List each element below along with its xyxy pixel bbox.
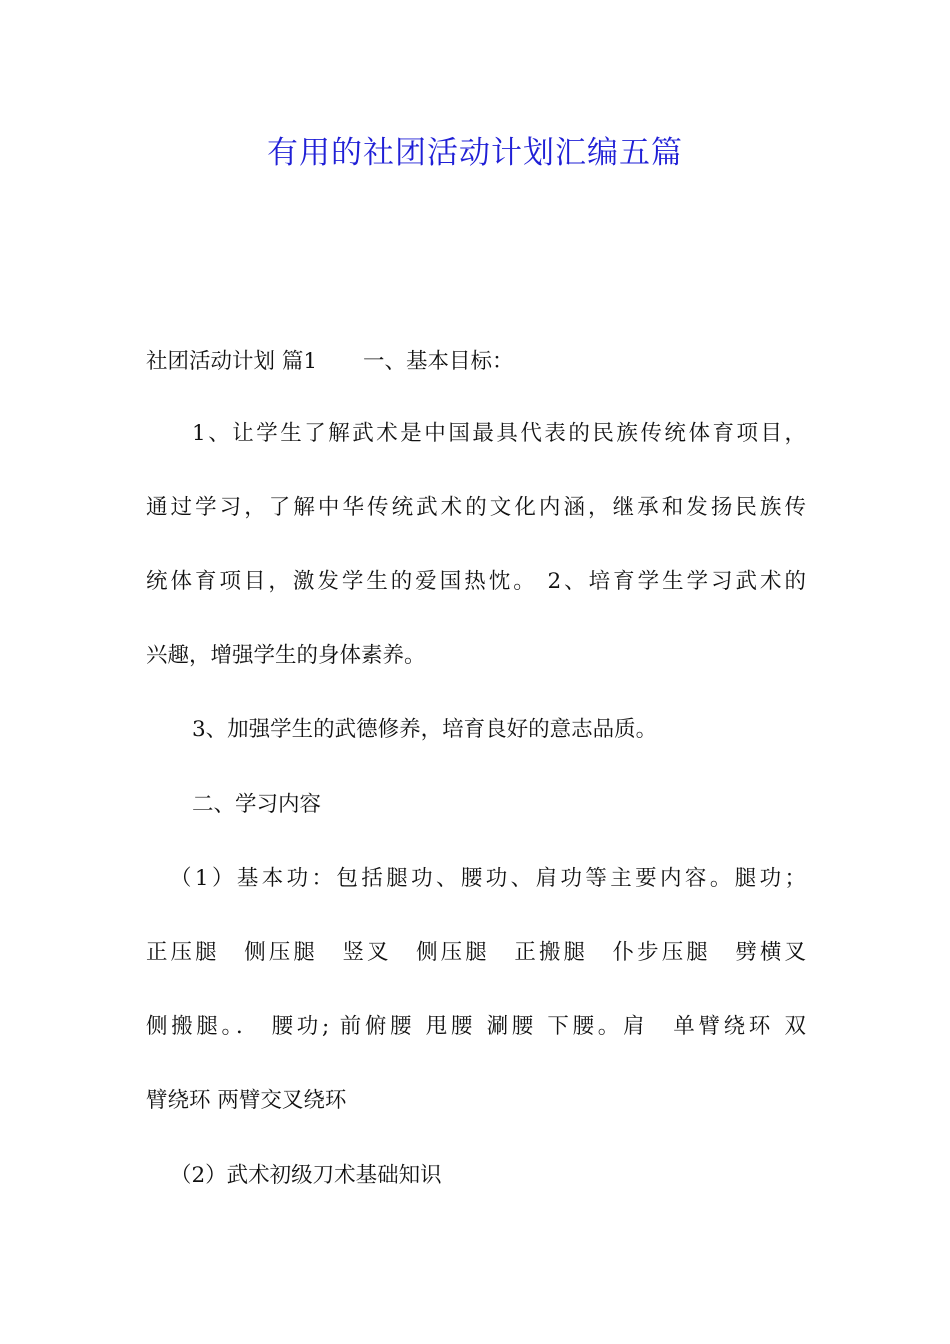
section-heading-line — [146, 346, 806, 378]
paragraph-line: （2）武术初级刀术基础知识 — [170, 1163, 442, 1188]
paragraph-line: 3、加强学生的武德修养，培育良好的意志品质。 — [192, 717, 658, 742]
plan-label: 社团活动计划 篇1 — [146, 349, 318, 374]
section-heading: 一、基本目标： — [363, 349, 514, 374]
paragraph-line: 统体育项目，激发学生的爱国热忱。 2、培育学生学习武术的 — [146, 569, 806, 594]
paragraph-line: 臂绕环 两臂交叉绕环 — [146, 1088, 347, 1113]
paragraph-line: （1）基本功：包括腿功、腰功、肩功等主要内容。腿功； — [170, 866, 806, 891]
document-title: 有用的社团活动计划汇编五篇 — [267, 135, 683, 171]
paragraph-line: 侧搬腿。． 腰功; 前俯腰 甩腰 涮腰 下腰。肩 单臂绕环 双 — [146, 1014, 806, 1039]
paragraph-line: 兴趣，增强学生的身体素养。 — [146, 643, 426, 668]
paragraph-line: 1、让学生了解武术是中国最具代表的民族传统体育项目， — [192, 421, 806, 446]
section-heading: 二、学习内容 — [192, 792, 322, 817]
paragraph-line: 通过学习，了解中华传统武术的文化内涵，继承和发扬民族传 — [146, 495, 806, 520]
paragraph-line: 正压腿 侧压腿 竖叉 侧压腿 正搬腿 仆步压腿 劈横叉 — [146, 940, 806, 965]
